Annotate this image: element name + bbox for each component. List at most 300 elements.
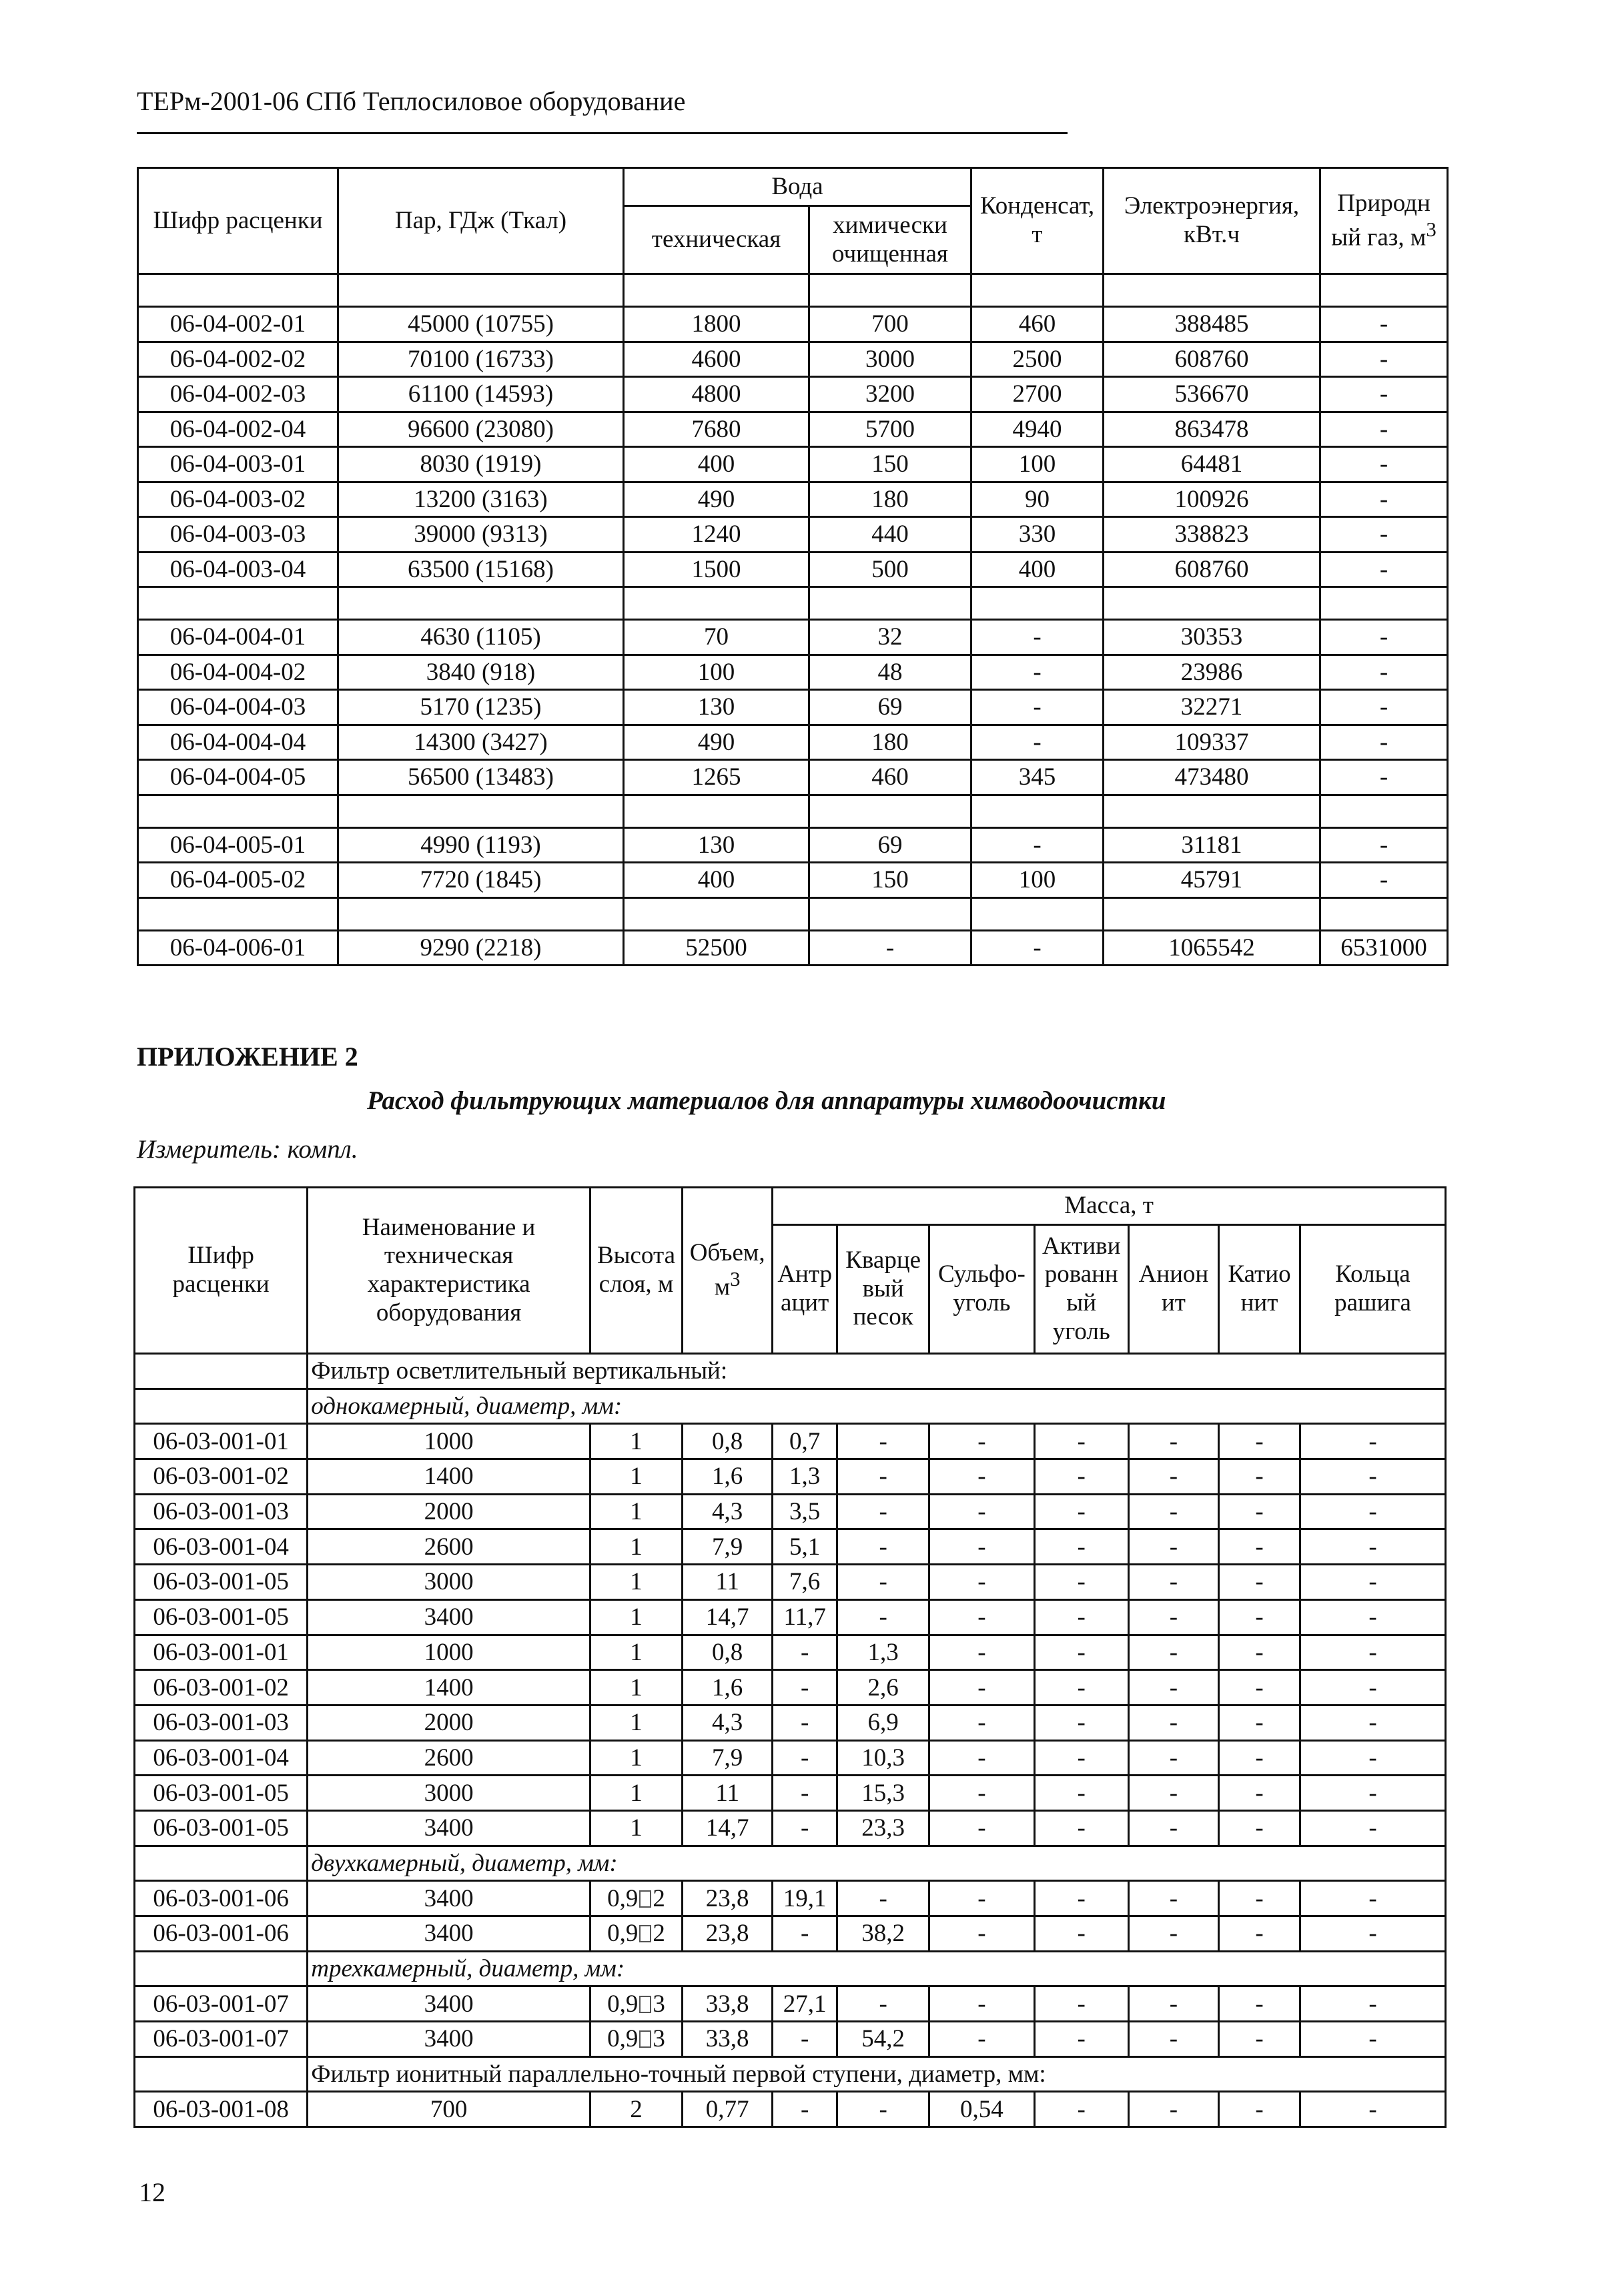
cell-chem-water: - bbox=[809, 930, 971, 966]
cell-layer-height: 0,9 3 bbox=[590, 1986, 682, 2022]
cell-code: 06-03-001-04 bbox=[135, 1529, 308, 1565]
cell-activated-carbon: - bbox=[1034, 1424, 1128, 1459]
cell-name: 2000 bbox=[308, 1494, 590, 1529]
cell-raschig-rings: - bbox=[1300, 2022, 1446, 2057]
empty-cell bbox=[138, 795, 338, 827]
cell-code: 06-04-003-02 bbox=[138, 482, 338, 517]
cell-name: 1000 bbox=[308, 1635, 590, 1670]
cell-cationite: - bbox=[1218, 1494, 1300, 1529]
cell-tech-water: 7680 bbox=[624, 412, 809, 447]
cell-raschig-rings: - bbox=[1300, 1810, 1446, 1846]
cell-raschig-rings: - bbox=[1300, 2092, 1446, 2127]
cell-sulfocoal: - bbox=[929, 1776, 1034, 1811]
cell-gas: - bbox=[1320, 690, 1448, 725]
empty-cell bbox=[971, 795, 1104, 827]
box-symbol bbox=[639, 2030, 651, 2048]
cell-volume: 33,8 bbox=[683, 1986, 773, 2022]
cell-steam: 13200 (3163) bbox=[338, 482, 624, 517]
spacer-row bbox=[138, 897, 1448, 930]
col-electricity-header: Электроэнергия, кВт.ч bbox=[1104, 168, 1320, 274]
resources-table bbox=[137, 167, 1449, 966]
cell-code: 06-03-001-02 bbox=[135, 1670, 308, 1705]
cell-sulfocoal: - bbox=[929, 1459, 1034, 1495]
cell-chem-water: 32 bbox=[809, 620, 971, 655]
cell-volume: 4,3 bbox=[683, 1705, 773, 1740]
cell-anthracite: - bbox=[773, 1810, 837, 1846]
cell-volume: 7,9 bbox=[683, 1740, 773, 1776]
cell-chem-water: 700 bbox=[809, 307, 971, 342]
table-row bbox=[138, 620, 1448, 655]
cell-raschig-rings: - bbox=[1300, 1459, 1446, 1495]
cell-condensate: - bbox=[971, 620, 1104, 655]
cell-gas: - bbox=[1320, 482, 1448, 517]
section-heading: однокамерный, диаметр, мм: bbox=[308, 1389, 1446, 1424]
cell-cationite: - bbox=[1218, 1776, 1300, 1811]
col-quartz-sand-header: Кварце вый песок bbox=[837, 1225, 929, 1354]
cell-anthracite: - bbox=[773, 1670, 837, 1705]
col-chem-water-header: химически очищенная bbox=[809, 206, 971, 274]
table-row bbox=[138, 342, 1448, 377]
cell-anionite: - bbox=[1128, 1599, 1218, 1635]
cell-tech-water: 400 bbox=[624, 447, 809, 482]
box-symbol bbox=[639, 1996, 651, 2013]
cell-name: 2000 bbox=[308, 1705, 590, 1740]
cell-electricity: 109337 bbox=[1104, 725, 1320, 760]
empty-cell bbox=[338, 897, 624, 930]
empty-cell bbox=[338, 587, 624, 620]
cell-anionite: - bbox=[1128, 1776, 1218, 1811]
cell-activated-carbon: - bbox=[1034, 1705, 1128, 1740]
cell-layer-height: 1 bbox=[590, 1635, 682, 1670]
col-gas-header: Природн ый газ, $м^3$ bbox=[1320, 168, 1448, 274]
cell-gas: - bbox=[1320, 447, 1448, 482]
empty-cell bbox=[809, 795, 971, 827]
cell-layer-height: 1 bbox=[590, 1776, 682, 1811]
empty-cell bbox=[135, 1354, 308, 1389]
empty-cell bbox=[809, 897, 971, 930]
cell-code: 06-04-004-05 bbox=[138, 760, 338, 795]
cell-code: 06-03-001-05 bbox=[135, 1599, 308, 1635]
cell-anionite: - bbox=[1128, 1565, 1218, 1600]
cell-raschig-rings: - bbox=[1300, 1881, 1446, 1916]
cell-gas: - bbox=[1320, 412, 1448, 447]
cell-code: 06-04-004-02 bbox=[138, 655, 338, 690]
cell-cationite: - bbox=[1218, 1529, 1300, 1565]
unit-meter: Измеритель: компл. bbox=[137, 1135, 358, 1164]
empty-cell bbox=[135, 1389, 308, 1424]
cell-anthracite: 5,1 bbox=[773, 1529, 837, 1565]
cell-condensate: - bbox=[971, 725, 1104, 760]
table-row bbox=[135, 1670, 1446, 1705]
cell-electricity: 608760 bbox=[1104, 342, 1320, 377]
empty-cell bbox=[971, 587, 1104, 620]
cell-activated-carbon: - bbox=[1034, 1494, 1128, 1529]
cell-steam: 14300 (3427) bbox=[338, 725, 624, 760]
cell-quartz-sand: - bbox=[837, 1494, 929, 1529]
cell-volume: 7,9 bbox=[683, 1529, 773, 1565]
cell-code: 06-03-001-08 bbox=[135, 2092, 308, 2127]
table-row bbox=[135, 1705, 1446, 1740]
cell-cationite: - bbox=[1218, 1670, 1300, 1705]
cell-activated-carbon: - bbox=[1034, 1916, 1128, 1952]
empty-cell bbox=[971, 897, 1104, 930]
filter-materials-table-body bbox=[135, 1354, 1446, 2127]
cell-raschig-rings: - bbox=[1300, 1635, 1446, 1670]
cell-electricity: 32271 bbox=[1104, 690, 1320, 725]
cell-layer-height: 1 bbox=[590, 1670, 682, 1705]
cell-electricity: 338823 bbox=[1104, 517, 1320, 552]
section-heading: Фильтр ионитный параллельно-точный первой ступени, диаметр, мм: bbox=[308, 2056, 1446, 2092]
cell-electricity: 863478 bbox=[1104, 412, 1320, 447]
cell-steam: 4630 (1105) bbox=[338, 620, 624, 655]
cell-anthracite: 7,6 bbox=[773, 1565, 837, 1600]
cell-volume: 14,7 bbox=[683, 1810, 773, 1846]
filter-materials-table bbox=[133, 1186, 1447, 2128]
cell-activated-carbon: - bbox=[1034, 1635, 1128, 1670]
empty-cell bbox=[1104, 795, 1320, 827]
cell-electricity: 608760 bbox=[1104, 552, 1320, 587]
cell-code: 06-04-004-01 bbox=[138, 620, 338, 655]
cell-sulfocoal: - bbox=[929, 1740, 1034, 1776]
cell-code: 06-03-001-06 bbox=[135, 1881, 308, 1916]
cell-raschig-rings: - bbox=[1300, 1565, 1446, 1600]
cell-name: 3400 bbox=[308, 1986, 590, 2022]
table-row bbox=[135, 1881, 1446, 1916]
cell-tech-water: 1800 bbox=[624, 307, 809, 342]
cell-raschig-rings: - bbox=[1300, 1986, 1446, 2022]
cell-name: 3400 bbox=[308, 1599, 590, 1635]
cell-quartz-sand: - bbox=[837, 1459, 929, 1495]
cell-condensate: - bbox=[971, 930, 1104, 966]
empty-cell bbox=[1320, 587, 1448, 620]
cell-sulfocoal: - bbox=[929, 1670, 1034, 1705]
cell-chem-water: 150 bbox=[809, 447, 971, 482]
cell-quartz-sand: 6,9 bbox=[837, 1705, 929, 1740]
cell-activated-carbon: - bbox=[1034, 1529, 1128, 1565]
cell-chem-water: 69 bbox=[809, 690, 971, 725]
cell-tech-water: 130 bbox=[624, 827, 809, 863]
cell-gas: - bbox=[1320, 620, 1448, 655]
cell-raschig-rings: - bbox=[1300, 1424, 1446, 1459]
cell-code: 06-04-003-01 bbox=[138, 447, 338, 482]
cell-code: 06-03-001-03 bbox=[135, 1705, 308, 1740]
table-row bbox=[138, 930, 1448, 966]
col-activated-carbon-header: Активи рованн ый уголь bbox=[1034, 1225, 1128, 1354]
cell-chem-water: 3200 bbox=[809, 377, 971, 412]
cell-steam: 56500 (13483) bbox=[338, 760, 624, 795]
table-row bbox=[135, 1565, 1446, 1600]
empty-cell bbox=[135, 1846, 308, 1881]
cell-volume: 23,8 bbox=[683, 1881, 773, 1916]
table-row bbox=[135, 1599, 1446, 1635]
cell-cationite: - bbox=[1218, 1705, 1300, 1740]
box-symbol bbox=[639, 1890, 651, 1908]
cell-steam: 9290 (2218) bbox=[338, 930, 624, 966]
cell-name: 3400 bbox=[308, 2022, 590, 2057]
cell-cationite: - bbox=[1218, 1424, 1300, 1459]
cell-anionite: - bbox=[1128, 2022, 1218, 2057]
header-rule bbox=[137, 132, 1068, 134]
cell-tech-water: 1265 bbox=[624, 760, 809, 795]
cell-condensate: 2500 bbox=[971, 342, 1104, 377]
cell-raschig-rings: - bbox=[1300, 1776, 1446, 1811]
cell-quartz-sand: 54,2 bbox=[837, 2022, 929, 2057]
cell-gas: - bbox=[1320, 863, 1448, 898]
cell-quartz-sand: - bbox=[837, 2092, 929, 2127]
empty-cell bbox=[135, 1951, 308, 1986]
cell-volume: 14,7 bbox=[683, 1599, 773, 1635]
cell-code: 06-03-001-04 bbox=[135, 1740, 308, 1776]
cell-code: 06-03-001-01 bbox=[135, 1635, 308, 1670]
spacer-row bbox=[138, 274, 1448, 307]
cell-condensate: 460 bbox=[971, 307, 1104, 342]
cell-code: 06-03-001-05 bbox=[135, 1565, 308, 1600]
cell-gas: - bbox=[1320, 760, 1448, 795]
cell-anionite: - bbox=[1128, 2092, 1218, 2127]
empty-cell bbox=[1104, 587, 1320, 620]
cell-volume: 1,6 bbox=[683, 1459, 773, 1495]
cell-layer-height: 1 bbox=[590, 1565, 682, 1600]
cell-layer-height: 1 bbox=[590, 1740, 682, 1776]
cell-chem-water: 150 bbox=[809, 863, 971, 898]
table-row bbox=[135, 1529, 1446, 1565]
cell-gas: - bbox=[1320, 725, 1448, 760]
cell-gas: - bbox=[1320, 655, 1448, 690]
cell-code: 06-04-004-04 bbox=[138, 725, 338, 760]
cell-tech-water: 4800 bbox=[624, 377, 809, 412]
table-row bbox=[138, 307, 1448, 342]
cell-cationite: - bbox=[1218, 2022, 1300, 2057]
cell-name: 1000 bbox=[308, 1424, 590, 1459]
cell-anionite: - bbox=[1128, 1881, 1218, 1916]
cell-electricity: 31181 bbox=[1104, 827, 1320, 863]
empty-cell bbox=[809, 587, 971, 620]
cell-layer-height: 1 bbox=[590, 1424, 682, 1459]
cell-steam: 96600 (23080) bbox=[338, 412, 624, 447]
cell-code: 06-03-001-02 bbox=[135, 1459, 308, 1495]
cell-quartz-sand: 2,6 bbox=[837, 1670, 929, 1705]
cell-anthracite: 0,7 bbox=[773, 1424, 837, 1459]
cell-tech-water: 1240 bbox=[624, 517, 809, 552]
cell-anionite: - bbox=[1128, 1529, 1218, 1565]
cell-code: 06-04-003-04 bbox=[138, 552, 338, 587]
cell-sulfocoal: - bbox=[929, 1986, 1034, 2022]
table-row bbox=[138, 690, 1448, 725]
appendix-title: ПРИЛОЖЕНИЕ 2 bbox=[137, 1042, 358, 1072]
cell-anthracite: 11,7 bbox=[773, 1599, 837, 1635]
table-row bbox=[135, 1635, 1446, 1670]
cell-anthracite: - bbox=[773, 2092, 837, 2127]
cell-cationite: - bbox=[1218, 1916, 1300, 1952]
cell-code: 06-03-001-07 bbox=[135, 2022, 308, 2057]
section-row bbox=[135, 1951, 1446, 1986]
cell-steam: 61100 (14593) bbox=[338, 377, 624, 412]
cell-quartz-sand: 10,3 bbox=[837, 1740, 929, 1776]
cell-anthracite: - bbox=[773, 1635, 837, 1670]
table-row bbox=[138, 447, 1448, 482]
cell-volume: 0,8 bbox=[683, 1635, 773, 1670]
table-row bbox=[135, 1424, 1446, 1459]
cell-condensate: 100 bbox=[971, 863, 1104, 898]
cell-code: 06-04-004-03 bbox=[138, 690, 338, 725]
cell-electricity: 23986 bbox=[1104, 655, 1320, 690]
cell-steam: 7720 (1845) bbox=[338, 863, 624, 898]
resources-table-body bbox=[138, 274, 1448, 966]
cell-layer-height: 1 bbox=[590, 1459, 682, 1495]
cell-activated-carbon: - bbox=[1034, 1599, 1128, 1635]
cell-activated-carbon: - bbox=[1034, 1776, 1128, 1811]
empty-cell bbox=[138, 274, 338, 307]
cell-anthracite: - bbox=[773, 2022, 837, 2057]
cell-sulfocoal: - bbox=[929, 2022, 1034, 2057]
cell-sulfocoal: - bbox=[929, 1810, 1034, 1846]
cell-electricity: 388485 bbox=[1104, 307, 1320, 342]
cell-code: 06-03-001-06 bbox=[135, 1916, 308, 1952]
table-row bbox=[138, 482, 1448, 517]
cell-code: 06-04-002-02 bbox=[138, 342, 338, 377]
cell-name: 3000 bbox=[308, 1565, 590, 1600]
cell-tech-water: 490 bbox=[624, 725, 809, 760]
cell-cationite: - bbox=[1218, 1459, 1300, 1495]
empty-cell bbox=[138, 587, 338, 620]
cell-name: 1400 bbox=[308, 1459, 590, 1495]
cell-code: 06-04-006-01 bbox=[138, 930, 338, 966]
cell-tech-water: 70 bbox=[624, 620, 809, 655]
section-heading: трехкамерный, диаметр, мм: bbox=[308, 1951, 1446, 1986]
col-name-header: Наименование и техническая характеристика оборудования bbox=[308, 1188, 590, 1354]
cell-code: 06-03-001-05 bbox=[135, 1776, 308, 1811]
table-row bbox=[135, 2022, 1446, 2057]
cell-code: 06-03-001-05 bbox=[135, 1810, 308, 1846]
cell-raschig-rings: - bbox=[1300, 1670, 1446, 1705]
empty-cell bbox=[338, 795, 624, 827]
col-anionite-header: Анион ит bbox=[1128, 1225, 1218, 1354]
table-row bbox=[138, 552, 1448, 587]
cell-condensate: 345 bbox=[971, 760, 1104, 795]
cell-sulfocoal: - bbox=[929, 1599, 1034, 1635]
cell-condensate: 330 bbox=[971, 517, 1104, 552]
empty-cell bbox=[1320, 897, 1448, 930]
cell-steam: 63500 (15168) bbox=[338, 552, 624, 587]
cell-condensate: - bbox=[971, 690, 1104, 725]
cell-volume: 4,3 bbox=[683, 1494, 773, 1529]
cell-layer-height: 2 bbox=[590, 2092, 682, 2127]
cell-layer-height: 1 bbox=[590, 1705, 682, 1740]
cell-raschig-rings: - bbox=[1300, 1705, 1446, 1740]
cell-cationite: - bbox=[1218, 1986, 1300, 2022]
cell-condensate: 400 bbox=[971, 552, 1104, 587]
cell-electricity: 45791 bbox=[1104, 863, 1320, 898]
table-row bbox=[135, 2092, 1446, 2127]
section-row bbox=[135, 1354, 1446, 1389]
cell-layer-height: 0,9 2 bbox=[590, 1881, 682, 1916]
cell-anthracite: 1,3 bbox=[773, 1459, 837, 1495]
cell-quartz-sand: - bbox=[837, 1986, 929, 2022]
page-number: 12 bbox=[139, 2177, 165, 2207]
table-row bbox=[135, 1459, 1446, 1495]
cell-layer-height: 0,9 2 bbox=[590, 1916, 682, 1952]
col-code-header: Шифр расценки bbox=[138, 168, 338, 274]
section-heading: Фильтр осветлительный вертикальный: bbox=[308, 1354, 1446, 1389]
table-row bbox=[135, 1494, 1446, 1529]
cell-cationite: - bbox=[1218, 1635, 1300, 1670]
cell-name: 700 bbox=[308, 2092, 590, 2127]
cell-chem-water: 69 bbox=[809, 827, 971, 863]
spacer-row bbox=[138, 587, 1448, 620]
col-steam-header: Пар, ГДж (Ткал) bbox=[338, 168, 624, 274]
cell-steam: 8030 (1919) bbox=[338, 447, 624, 482]
cell-code: 06-04-002-04 bbox=[138, 412, 338, 447]
cell-raschig-rings: - bbox=[1300, 1916, 1446, 1952]
cell-quartz-sand: 15,3 bbox=[837, 1776, 929, 1811]
col-condensate-header: Конденсат, т bbox=[971, 168, 1104, 274]
cell-electricity: 30353 bbox=[1104, 620, 1320, 655]
cell-volume: 11 bbox=[683, 1565, 773, 1600]
cell-cationite: - bbox=[1218, 1599, 1300, 1635]
cell-raschig-rings: - bbox=[1300, 1740, 1446, 1776]
cell-sulfocoal: - bbox=[929, 1635, 1034, 1670]
cell-volume: 23,8 bbox=[683, 1916, 773, 1952]
cell-activated-carbon: - bbox=[1034, 1740, 1128, 1776]
cell-anthracite: 3,5 bbox=[773, 1494, 837, 1529]
cell-raschig-rings: - bbox=[1300, 1494, 1446, 1529]
cell-anthracite: - bbox=[773, 1740, 837, 1776]
cell-sulfocoal: - bbox=[929, 1529, 1034, 1565]
cell-gas: - bbox=[1320, 307, 1448, 342]
empty-cell bbox=[135, 2056, 308, 2092]
cell-raschig-rings: - bbox=[1300, 1599, 1446, 1635]
table-row bbox=[138, 517, 1448, 552]
table-row bbox=[138, 827, 1448, 863]
cell-volume: 1,6 bbox=[683, 1670, 773, 1705]
cell-cationite: - bbox=[1218, 1565, 1300, 1600]
table-row bbox=[138, 760, 1448, 795]
cell-condensate: - bbox=[971, 827, 1104, 863]
cell-gas: - bbox=[1320, 377, 1448, 412]
empty-cell bbox=[624, 795, 809, 827]
col-raschig-rings-header: Кольца рашига bbox=[1300, 1225, 1446, 1354]
cell-anthracite: 19,1 bbox=[773, 1881, 837, 1916]
col-sulfocoal-header: Сульфо- уголь bbox=[929, 1225, 1034, 1354]
section-row bbox=[135, 2056, 1446, 2092]
cell-anthracite: 27,1 bbox=[773, 1986, 837, 2022]
cell-sulfocoal: - bbox=[929, 1705, 1034, 1740]
cell-name: 1400 bbox=[308, 1670, 590, 1705]
cell-chem-water: 3000 bbox=[809, 342, 971, 377]
box-symbol bbox=[639, 1925, 651, 1942]
section-heading: двухкамерный, диаметр, мм: bbox=[308, 1846, 1446, 1881]
cell-condensate: 90 bbox=[971, 482, 1104, 517]
cell-chem-water: 5700 bbox=[809, 412, 971, 447]
cell-quartz-sand: - bbox=[837, 1599, 929, 1635]
cell-code: 06-03-001-01 bbox=[135, 1424, 308, 1459]
cell-tech-water: 400 bbox=[624, 863, 809, 898]
cell-code: 06-03-001-03 bbox=[135, 1494, 308, 1529]
cell-volume: 33,8 bbox=[683, 2022, 773, 2057]
cell-sulfocoal: - bbox=[929, 1881, 1034, 1916]
col-tech-water-header: техническая bbox=[624, 206, 809, 274]
cell-sulfocoal: - bbox=[929, 1424, 1034, 1459]
cell-steam: 5170 (1235) bbox=[338, 690, 624, 725]
cell-sulfocoal: 0,54 bbox=[929, 2092, 1034, 2127]
cell-layer-height: 1 bbox=[590, 1810, 682, 1846]
cell-name: 2600 bbox=[308, 1740, 590, 1776]
col-cationite-header: Катио нит bbox=[1218, 1225, 1300, 1354]
cell-name: 2600 bbox=[308, 1529, 590, 1565]
col-mass-header: Масса, т bbox=[773, 1188, 1446, 1225]
cell-activated-carbon: - bbox=[1034, 2092, 1128, 2127]
cell-gas: - bbox=[1320, 552, 1448, 587]
